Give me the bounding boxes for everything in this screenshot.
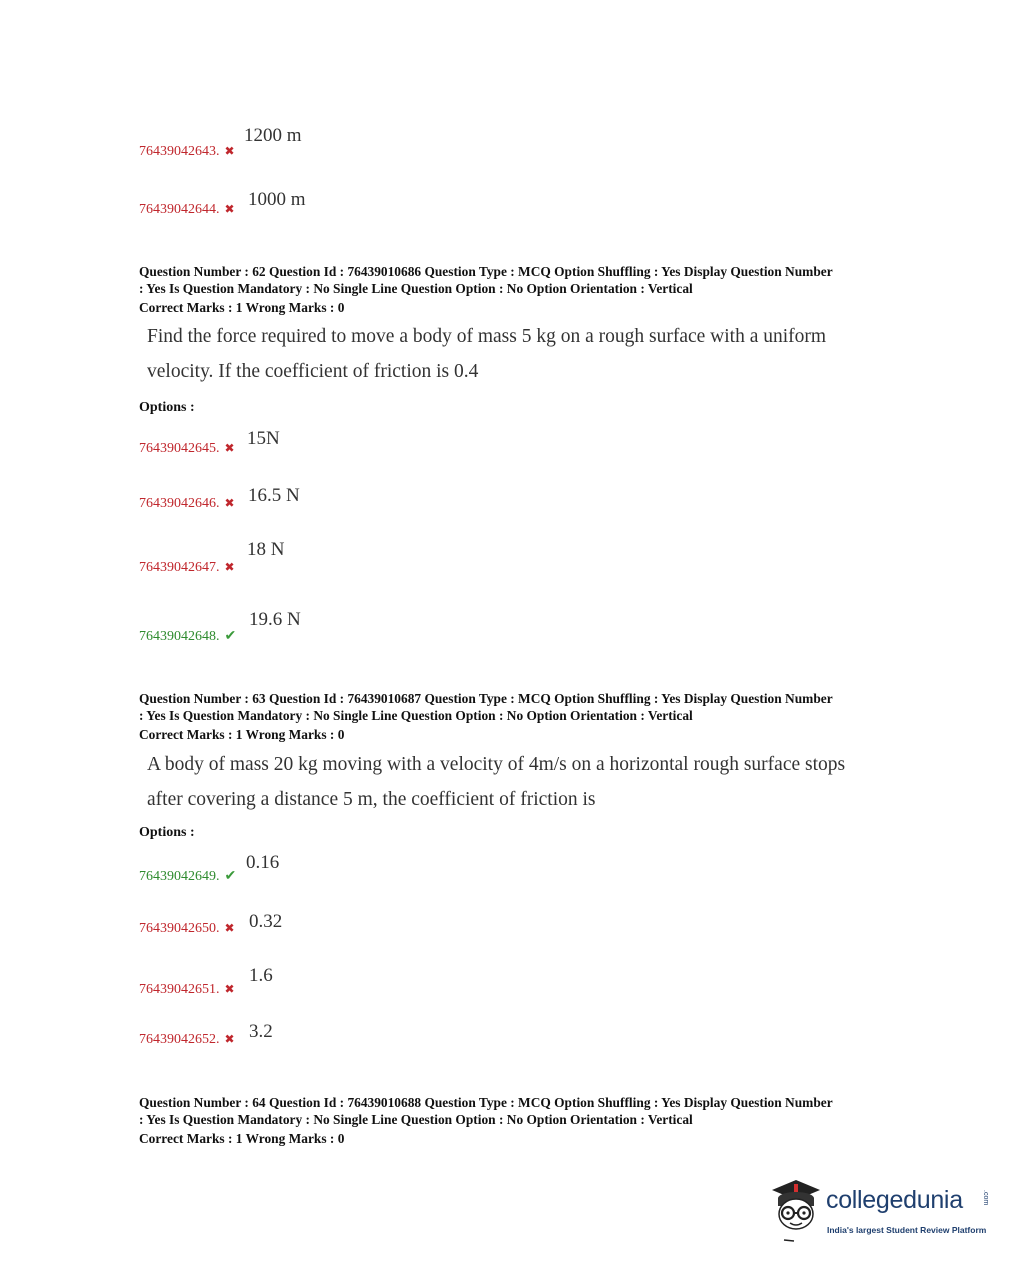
- question-header-line: : Yes Is Question Mandatory : No Single Line Question Option : No Option Orientation : Vertical: [139, 708, 693, 723]
- wrong-mark-icon: ✖: [224, 560, 235, 574]
- option-id: [139, 560, 235, 576]
- question-header: [139, 1094, 899, 1147]
- option-value: 16.5 N: [248, 485, 300, 506]
- question-header-line: Question Number : 62 Question Id : 76439010686 Question Type : MCQ Option Shuffling : Yes Display Question Number: [139, 264, 833, 279]
- question-marks: Correct Marks : 1 Wrong Marks : 0: [139, 727, 345, 742]
- correct-check-icon: ✔: [224, 629, 237, 644]
- options-label: Options :: [139, 825, 195, 840]
- question-header: [139, 263, 899, 316]
- question-text: [147, 319, 887, 389]
- option-id-text: 76439042648.: [139, 629, 220, 644]
- option-id-text: 76439042644.: [139, 202, 220, 217]
- option-id: [139, 1032, 235, 1048]
- option-value: 3.2: [249, 1021, 273, 1042]
- option-id: [139, 496, 235, 512]
- question-text-line: velocity. If the coefficient of friction is 0.4: [147, 361, 479, 382]
- logo-wordmark: collegedunia: [826, 1186, 963, 1214]
- option-id: [139, 982, 235, 998]
- logo-suffix: .com: [982, 1190, 989, 1206]
- option-id-text: 76439042646.: [139, 496, 220, 511]
- option-id-text: 76439042645.: [139, 441, 220, 456]
- wrong-mark-icon: ✖: [224, 202, 235, 216]
- option-id-text: 76439042652.: [139, 1032, 220, 1047]
- question-text-line: after covering a distance 5 m, the coefficient of friction is: [147, 789, 596, 810]
- option-id-text: 76439042647.: [139, 560, 220, 575]
- wrong-mark-icon: ✖: [224, 921, 235, 935]
- option-id: [139, 441, 235, 457]
- logo-tagline: India's largest Student Review Platform: [827, 1225, 987, 1235]
- option-value: 1000 m: [248, 189, 306, 210]
- student-mascot-icon: [768, 1178, 826, 1246]
- question-text-line: Find the force required to move a body of mass 5 kg on a rough surface with a uniform: [147, 326, 827, 347]
- option-value: 18 N: [247, 539, 285, 560]
- wrong-mark-icon: ✖: [224, 441, 235, 455]
- question-marks: Correct Marks : 1 Wrong Marks : 0: [139, 300, 345, 315]
- collegedunia-logo: [768, 1178, 998, 1246]
- question-header-line: : Yes Is Question Mandatory : No Single Line Question Option : No Option Orientation : Vertical: [139, 281, 693, 296]
- question-header-line: : Yes Is Question Mandatory : No Single Line Question Option : No Option Orientation : Vertical: [139, 1112, 693, 1127]
- option-value: 0.32: [249, 911, 283, 932]
- question-header-line: Question Number : 64 Question Id : 76439010688 Question Type : MCQ Option Shuffling : Yes Display Question Number: [139, 1095, 833, 1110]
- option-value: 1.6: [249, 965, 273, 986]
- option-id-text: 76439042643.: [139, 144, 220, 159]
- option-value: 19.6 N: [249, 609, 301, 630]
- wrong-mark-icon: ✖: [224, 982, 235, 996]
- question-text: [147, 747, 887, 817]
- question-marks: Correct Marks : 1 Wrong Marks : 0: [139, 1131, 345, 1146]
- question-header: [139, 690, 899, 743]
- question-text-line: A body of mass 20 kg moving with a velocity of 4m/s on a horizontal rough surface stops: [147, 754, 846, 775]
- question-header-line: Question Number : 63 Question Id : 76439010687 Question Type : MCQ Option Shuffling : Yes Display Question Number: [139, 691, 833, 706]
- option-id-text: 76439042649.: [139, 869, 220, 884]
- option-id-text: 76439042650.: [139, 921, 220, 936]
- correct-check-icon: ✔: [224, 869, 237, 884]
- option-value: 0.16: [246, 852, 280, 873]
- option-id: [139, 144, 235, 160]
- option-value: 15N: [247, 428, 280, 449]
- option-id: [139, 868, 236, 885]
- wrong-mark-icon: ✖: [224, 496, 235, 510]
- wrong-mark-icon: ✖: [224, 1032, 235, 1046]
- option-value: 1200 m: [244, 125, 302, 146]
- option-id: [139, 628, 236, 645]
- option-id-text: 76439042651.: [139, 982, 220, 997]
- wrong-mark-icon: ✖: [224, 144, 235, 158]
- option-id: [139, 921, 235, 937]
- option-id: [139, 202, 235, 218]
- options-label: Options :: [139, 400, 195, 415]
